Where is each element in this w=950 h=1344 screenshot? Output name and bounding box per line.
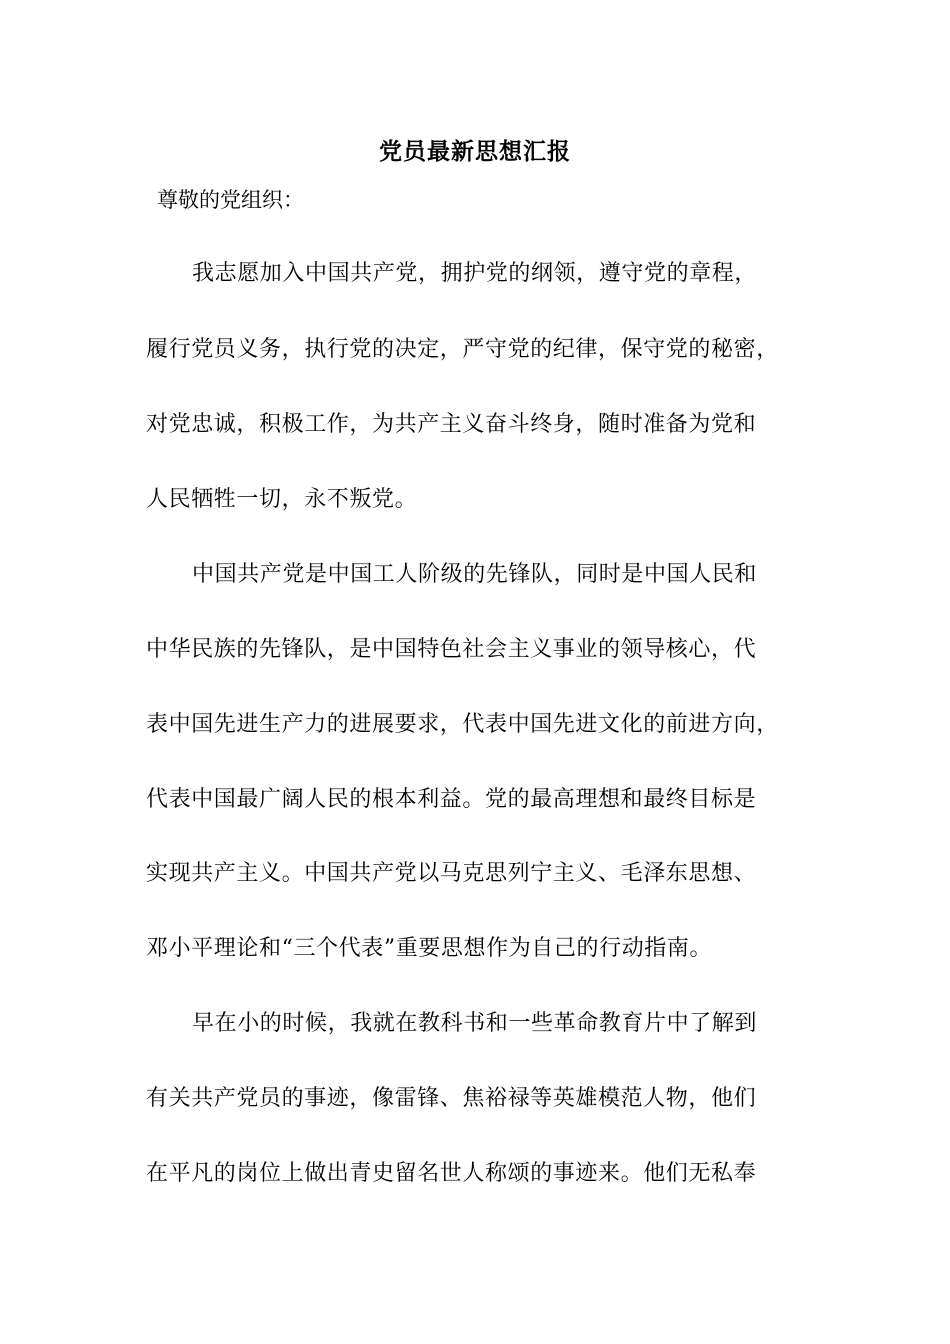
body-line: 在平凡的岗位上做出青史留名世人称颂的事迹来。他们无私奉 xyxy=(146,1161,757,1186)
body-line: 实现共产主义。中国共产党以马克思列宁主义、毛泽东思想、 xyxy=(146,861,757,886)
body-line: 人民牺牲一切，永不叛党。 xyxy=(146,487,418,512)
body-line: 邓小平理论和“三个代表”重要思想作为自己的行动指南。 xyxy=(146,936,713,961)
body-line: 履行党员义务，执行党的决定，严守党的纪律，保守党的秘密， xyxy=(146,337,779,362)
document-title: 党员最新思想汇报 xyxy=(379,138,571,165)
body-line: 中国共产党是中国工人阶级的先锋队，同时是中国人民和 xyxy=(192,562,758,587)
salutation: 尊敬的党组织： xyxy=(157,188,304,212)
body-line: 有关共产党员的事迹，像雷锋、焦裕禄等英雄模范人物，他们 xyxy=(146,1086,757,1111)
body-line: 我志愿加入中国共产党，拥护党的纲领，遵守党的章程， xyxy=(192,261,758,286)
body-line: 中华民族的先锋队，是中国特色社会主义事业的领导核心，代 xyxy=(146,637,757,662)
body-line: 代表中国最广阔人民的根本利益。党的最高理想和最终目标是 xyxy=(146,787,757,812)
body-line: 表中国先进生产力的进展要求，代表中国先进文化的前进方向， xyxy=(146,712,779,737)
body-line: 早在小的时候，我就在教科书和一些革命教育片中了解到 xyxy=(192,1011,758,1036)
body-line: 对党忠诚，积极工作，为共产主义奋斗终身，随时准备为党和 xyxy=(146,412,757,437)
